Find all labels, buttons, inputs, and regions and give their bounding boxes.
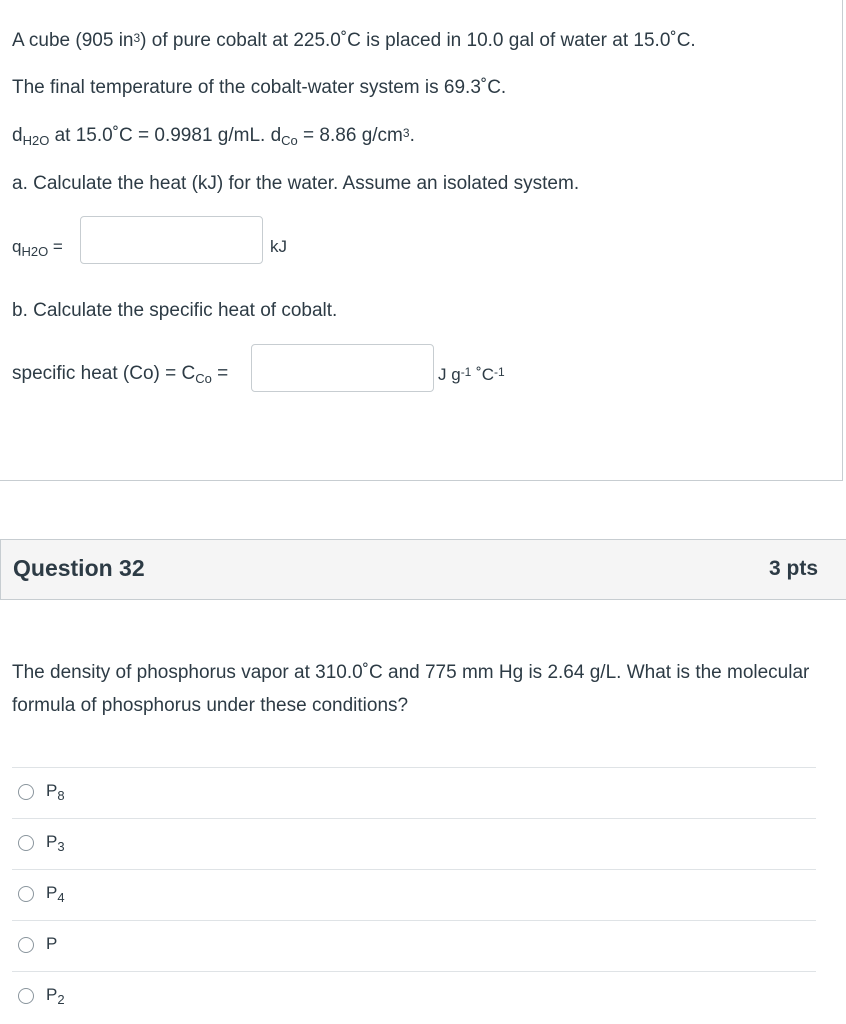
radio-button[interactable] <box>18 784 34 800</box>
specific-heat-unit: J $g^{-1}$ $˚C^{-1}$ <box>438 365 505 384</box>
question-32-header <box>0 539 846 600</box>
option-label: $P_8$ <box>46 781 65 803</box>
question-31-card <box>0 0 843 481</box>
problem-statement-line-1: A cube (905 $in^3$) of pure cobalt at 225.0˚C is placed in 10.0 gal of water at 15.0˚C. <box>12 30 696 51</box>
answer-option-p2[interactable] <box>12 971 816 1022</box>
answer-option-p8[interactable] <box>12 767 816 818</box>
answer-options <box>12 767 816 1022</box>
q-water-label: $q_{H2O}$ = <box>12 237 63 259</box>
option-label: $P_3$ <box>46 832 65 854</box>
radio-button[interactable] <box>18 886 34 902</box>
q-water-answer-box <box>80 216 263 264</box>
question-title: Question 32 <box>13 555 145 581</box>
q-water-unit: kJ <box>270 237 287 256</box>
radio-button[interactable] <box>18 988 34 1004</box>
specific-heat-answer-box <box>251 344 434 392</box>
q-water-input[interactable] <box>81 217 262 263</box>
option-label: $P_2$ <box>46 985 65 1007</box>
part-b-prompt: b. Calculate the specific heat of cobalt. <box>12 300 338 321</box>
answer-option-p4[interactable] <box>12 869 816 920</box>
option-label: P <box>46 934 58 953</box>
question-32-text: The density of phosphorus vapor at 310.0˚C and 775 mm Hg is 2.64 g/L. What is the molecular formula of phosphorus under these conditions? <box>12 662 810 716</box>
radio-button[interactable] <box>18 835 34 851</box>
problem-statement-line-2: The final temperature of the cobalt-water system is 69.3˚C. <box>12 77 507 98</box>
option-label: $P_4$ <box>46 883 65 905</box>
density-line: $d_{H2O}$ at 15.0˚C = 0.9981 g/mL. $d_{Co} = 8.86$ $g/cm^3$. <box>12 125 415 148</box>
answer-option-p3[interactable] <box>12 818 816 869</box>
question-points: 3 pts <box>768 557 818 580</box>
part-a-prompt: a. Calculate the heat (kJ) for the water. Assume an isolated system. <box>12 173 580 194</box>
specific-heat-label: specific heat $(Co) = C_{Co}$ = <box>12 363 229 386</box>
answer-option-p[interactable] <box>12 920 816 971</box>
radio-button[interactable] <box>18 937 34 953</box>
specific-heat-input[interactable] <box>252 345 433 391</box>
